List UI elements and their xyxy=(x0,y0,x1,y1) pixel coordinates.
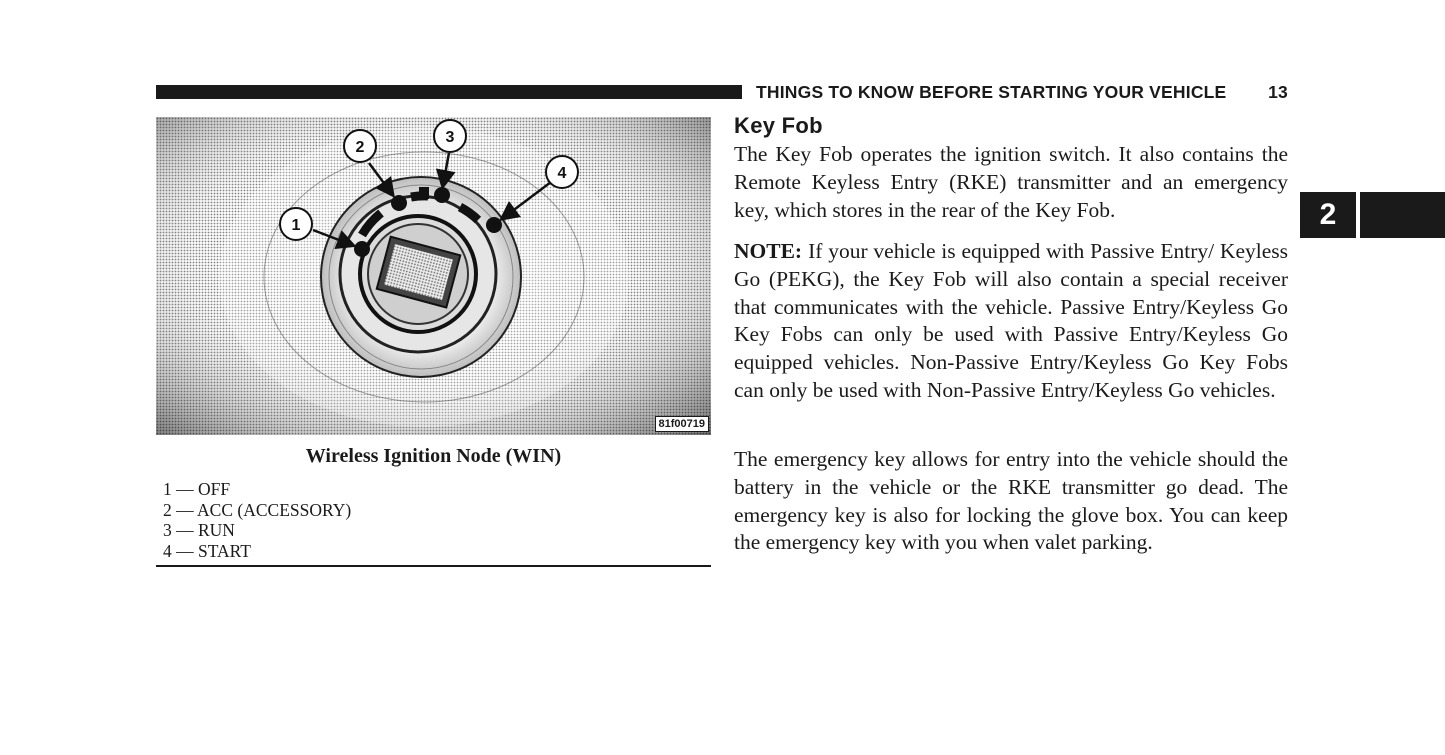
emergency-key-paragraph: The emergency key allows for entry into the vehicle should the battery in the vehicle or the RKE transmitter go dead. The emergency key is also for locking the glove box. You can keep the emergency key with you when valet parking. xyxy=(734,447,1288,555)
svg-text:1: 1 xyxy=(291,217,301,234)
note-paragraph xyxy=(734,238,1288,405)
chapter-number: 2 xyxy=(1319,198,1337,231)
callout-4 xyxy=(546,156,578,188)
key-fob-paragraph: The Key Fob operates the ignition switch. It also contains the Remote Keyless Entry (RKE) transmitter and an emergency key, which stores in the rear of the Key Fob. xyxy=(734,142,1288,222)
page-number: 13 xyxy=(1268,82,1288,102)
running-head xyxy=(756,82,1288,103)
running-title: THINGS TO KNOW BEFORE STARTING YOUR VEHICLE xyxy=(756,82,1227,102)
legend-item: 1 — OFF xyxy=(163,479,231,499)
position-dot-acc xyxy=(391,195,407,211)
legend-item: 2 — ACC (ACCESSORY) xyxy=(163,499,352,520)
chapter-tab-divider xyxy=(1356,192,1360,238)
position-dot-off xyxy=(354,241,370,257)
callout-1 xyxy=(280,208,312,240)
callout-3 xyxy=(434,120,466,152)
header-rule xyxy=(156,85,742,99)
figure-code: 81f00719 xyxy=(655,416,710,432)
figure-legend xyxy=(163,479,351,561)
note-text: If your vehicle is equipped with Passive Entry/ Keyless Go (PEKG), the Key Fob will also contain a special receiver that communicates with the vehicle. Passive Entry/Keyless Go Key Fobs can only be used with Passive Entry/Keyless Go equipped vehicles. Non-Passive Entry/Keyless Go Key Fobs can only be used with Non-Passive Entry/Keyless Go vehicles. xyxy=(734,239,1288,402)
chapter-tab xyxy=(1300,192,1445,238)
figure-caption: Wireless Ignition Node (WIN) xyxy=(305,445,562,467)
position-dot-run xyxy=(434,187,450,203)
position-dot-start xyxy=(486,217,502,233)
ignition-illustration xyxy=(156,117,711,435)
legend-item: 4 — START xyxy=(163,540,251,561)
callout-2 xyxy=(344,130,376,162)
svg-text:4: 4 xyxy=(557,165,567,182)
legend-divider xyxy=(156,565,711,567)
note-label: NOTE: xyxy=(734,239,803,263)
svg-text:3: 3 xyxy=(445,129,455,146)
legend-item: 3 — RUN xyxy=(163,520,235,541)
section-title: Key Fob xyxy=(734,113,823,138)
ignition-figure xyxy=(156,117,711,435)
svg-text:2: 2 xyxy=(355,139,365,156)
